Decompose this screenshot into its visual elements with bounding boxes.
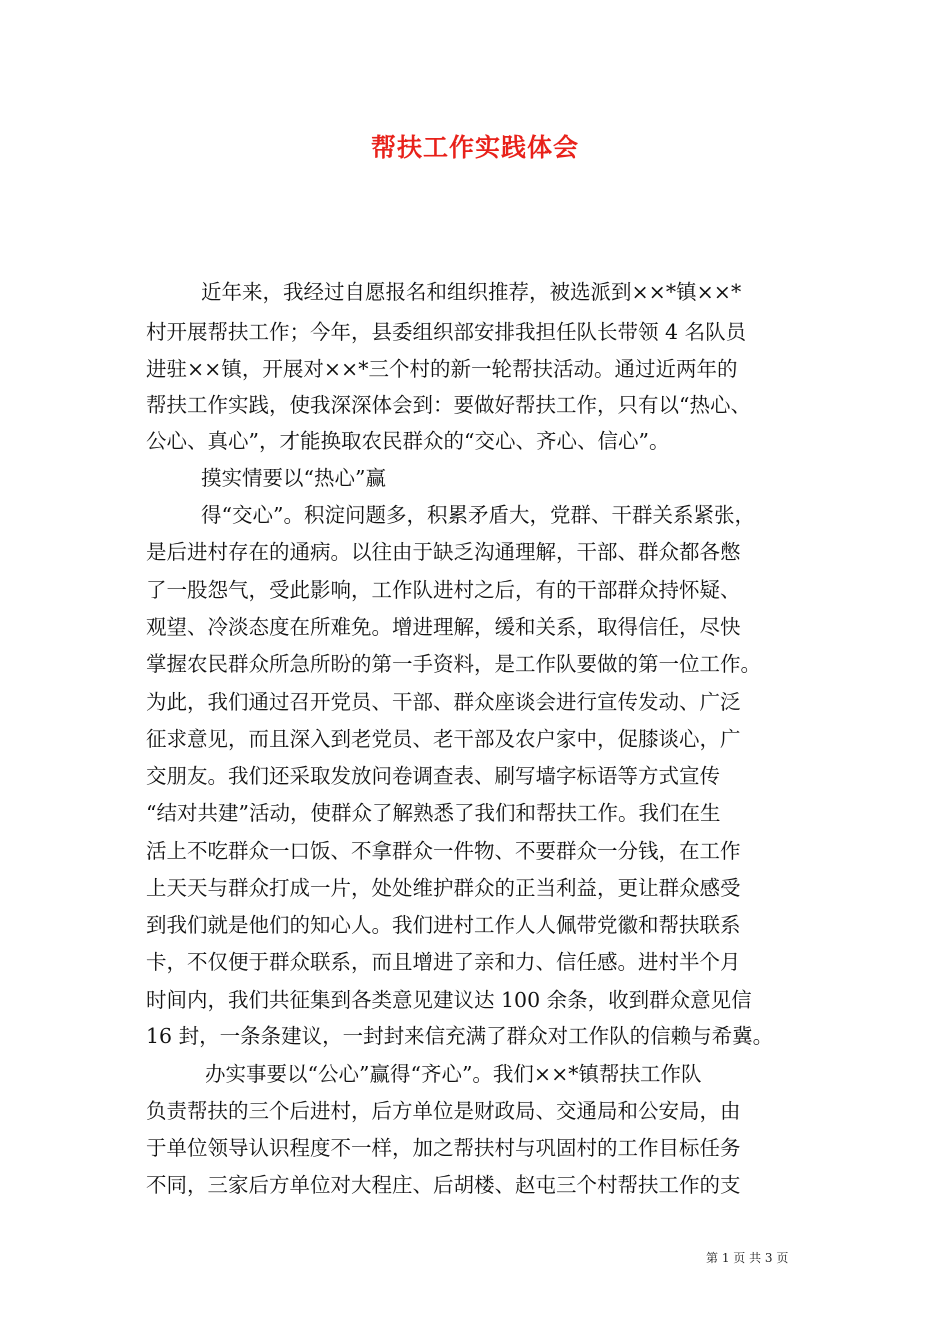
body-line-5: 公心、真心”，才能换取农民群众的“交心、齐心、信心”。: [146, 429, 670, 453]
page-number: 第 1 页 共 3 页: [706, 1251, 789, 1265]
body-line-10: 观望、冷淡态度在所难免。增进理解，缓和关系，取得信任，尽快: [146, 615, 741, 639]
body-line-24: 于单位领导认识程度不一样，加之帮扶村与巩固村的工作目标任务: [146, 1136, 741, 1160]
body-line-16: 活上不吃群众一口饭、不拿群众一件物、不要群众一分钱，在工作: [146, 839, 741, 863]
body-line-11: 掌握农民群众所急所盼的第一手资料，是工作队要做的第一位工作。: [146, 652, 761, 676]
body-line-20: 时间内，我们共征集到各类意见建议达 100 余条，收到群众意见信: [146, 988, 752, 1012]
body-line-1: 近年来，我经过自愿报名和组织推荐，被选派到××*镇××*: [201, 280, 742, 304]
body-line-9: 了一股怨气，受此影响，工作队进村之后，有的干部群众持怀疑、: [146, 578, 741, 602]
body-line-2: 村开展帮扶工作；今年，县委组织部安排我担任队长带领 4 名队员: [146, 320, 747, 344]
body-line-4: 帮扶工作实践，使我深深体会到：要做好帮扶工作，只有以“热心、: [146, 393, 751, 417]
body-line-12: 为此，我们通过召开党员、干部、群众座谈会进行宣传发动、广泛: [146, 690, 741, 714]
body-line-18: 到我们就是他们的知心人。我们进村工作人人佩带党徽和帮扶联系: [146, 913, 741, 937]
body-line-6: 摸实情要以“热心”赢: [201, 466, 386, 490]
body-line-14: 交朋友。我们还采取发放问卷调查表、刷写墙字标语等方式宣传: [146, 764, 720, 788]
document-title: 帮扶工作实践体会: [370, 133, 579, 162]
body-line-7: 得“交心”。积淀问题多，积累矛盾大，党群、干群关系紧张，: [201, 503, 755, 527]
body-line-3: 进驻××镇，开展对××*三个村的新一轮帮扶活动。通过近两年的: [146, 357, 738, 381]
body-line-19: 卡，不仅便于群众联系，而且增进了亲和力、信任感。进村半个月: [146, 950, 741, 974]
body-line-15: “结对共建”活动，使群众了解熟悉了我们和帮扶工作。我们在生: [146, 801, 721, 825]
body-line-8: 是后进村存在的通病。以往由于缺乏沟通理解，干部、群众都各憋: [146, 540, 741, 564]
body-line-23: 负责帮扶的三个后进村，后方单位是财政局、交通局和公安局，由: [146, 1099, 741, 1123]
body-line-17: 上天天与群众打成一片，处处维护群众的正当利益，更让群众感受: [146, 876, 741, 900]
body-line-13: 征求意见，而且深入到老党员、老干部及农户家中，促膝谈心，广: [146, 727, 741, 751]
body-line-21: 16 封，一条条建议，一封封来信充满了群众对工作队的信赖与希冀。: [146, 1024, 774, 1048]
body-line-22: 办实事要以“公心”赢得“齐心”。我们××*镇帮扶工作队: [205, 1062, 702, 1086]
body-line-25: 不同，三家后方单位对大程庄、后胡楼、赵屯三个村帮扶工作的支: [146, 1173, 741, 1197]
